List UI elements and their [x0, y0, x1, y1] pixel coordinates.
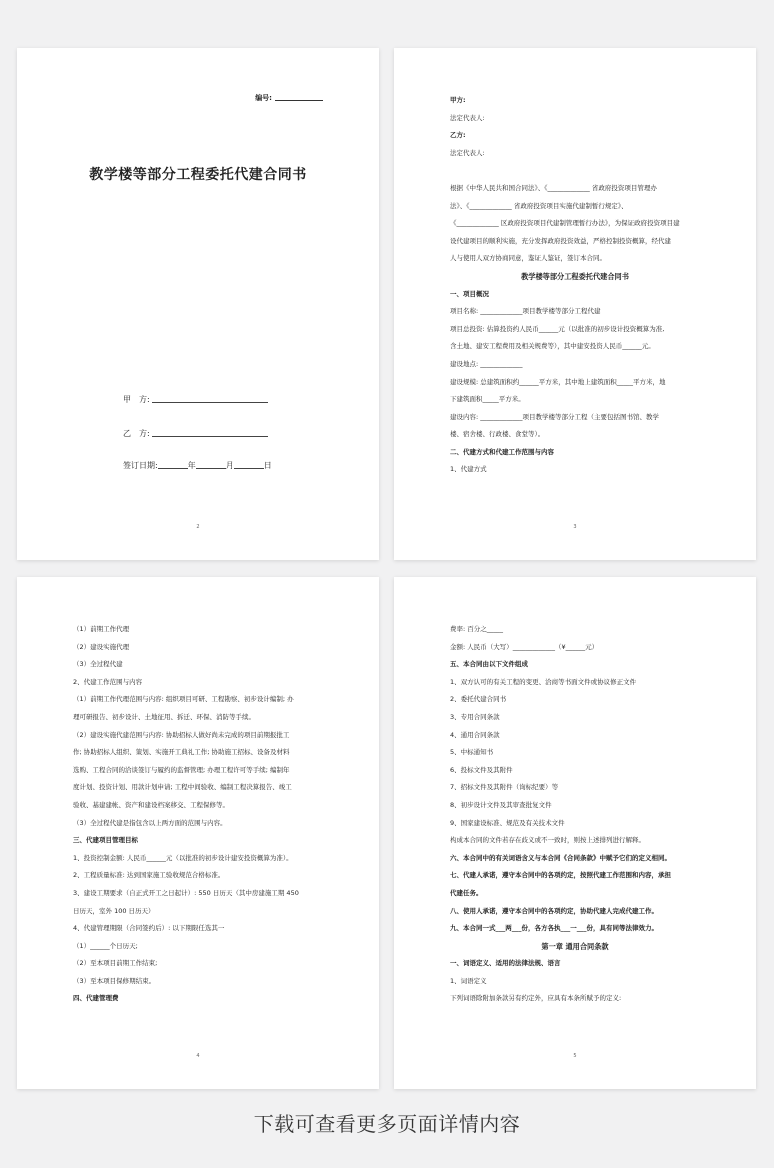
page-number: 4 — [196, 1053, 200, 1059]
body-line: 甲方: — [450, 96, 466, 104]
body-line: 第一章 通用合同条款 — [541, 941, 609, 951]
body-line: 代建任务。 — [450, 888, 483, 897]
body-line: 法定代表人: — [450, 148, 485, 157]
body-line: 根据《中华人民共和国合同法》、《_____________ 省政府投资项目管理办 — [450, 183, 657, 192]
body-line: 法定代表人: — [450, 113, 485, 122]
body-line: 项目总投资: 估算投资约人民币______元（以批准的初步设计投资概算为准, — [450, 324, 665, 333]
body-line: 七、代建人承诺，遵守本合同中的各项约定，按照代建工作范围和内容，承担 — [450, 871, 671, 880]
page-3-body — [450, 92, 700, 479]
contract-number-label: 编号: — [255, 94, 272, 102]
body-line: 费率: 百分之_____ — [450, 625, 504, 633]
body-line: 教学楼等部分工程委托代建合同书 — [521, 271, 629, 281]
page-number: 3 — [573, 524, 577, 530]
body-line: （2）建设实施代理 — [73, 642, 130, 651]
body-line: 日历天，室外 100 日历天） — [73, 906, 155, 915]
body-line: 8、初步设计文件及其审查批复文件 — [450, 800, 552, 809]
body-line: 楼、宿舍楼、行政楼、食堂等）。 — [450, 430, 545, 439]
body-line: 五、本合同由以下文件组成 — [450, 660, 528, 669]
body-line: 建设规模: 总建筑面积约______平方米，其中地上建筑面积_____平方米，地 — [450, 377, 666, 386]
body-line: 八、使用人承诺，遵守本合同中的各项约定，协助代建人完成代建工作。 — [450, 906, 658, 915]
download-more-caption: 下载可查看更多页面详情内容 — [253, 1112, 521, 1136]
year-label: 年 — [187, 461, 196, 470]
body-line: 《_____________ 区政府投资项目代建制管理暂行办法》，为保证政府投资项目建 — [450, 219, 680, 228]
document-page-5 — [394, 577, 756, 1089]
body-line: 金额: 人民币（大写）_____________（¥______元） — [450, 642, 599, 651]
body-line: 下列词语除附加条款另有约定外，应具有本条所赋予的定义: — [450, 994, 622, 1003]
contract-number-blank — [275, 100, 323, 101]
body-line: （3）全过程代建 — [73, 660, 123, 669]
sign-date-label: 签订日期: — [123, 461, 158, 470]
body-line: 3、专用合同条款 — [450, 712, 500, 721]
body-line: 2、委托代建合同书 — [450, 695, 507, 704]
body-line: 1、双方认可的有关工程的变更、洽商等书面文件或协议修正文件 — [450, 677, 637, 686]
body-line: 理可研报告、初步设计、土地征用、拆迁、环保、消防等手续。 — [73, 712, 255, 721]
day-label: 日 — [263, 461, 272, 470]
document-page-4 — [17, 577, 379, 1089]
page-4-body — [73, 621, 323, 1008]
body-line: 一、项目概况 — [450, 289, 489, 298]
body-line: 9、国家建设标准、规范及有关技术文件 — [450, 818, 565, 827]
body-line: 7、招标文件及其附件（询标纪要）等 — [450, 783, 559, 792]
party-b-blank — [152, 436, 268, 437]
page-5-body — [450, 621, 700, 1008]
cover-title: 教学楼等部分工程委托代建合同书 — [89, 167, 307, 183]
body-line: 九、本合同一式___两___份，各方各执___一___份，具有同等法律效力。 — [450, 924, 658, 933]
body-line: 4、代建管理期限（合同签约后）: 以下期限任选其一 — [73, 924, 225, 933]
body-line: 构成本合同的文件若存在歧义或不一致时，则按上述排列进行解释。 — [450, 836, 645, 845]
body-line: （1）______个日历天; — [73, 941, 138, 950]
body-line: 六、本合同中的有关词语含义与本合同《合同条款》中赋予它们的定义相同。 — [450, 853, 671, 862]
body-line: 5、中标通知书 — [450, 748, 494, 757]
body-line: 建设地点: _____________ — [450, 359, 523, 368]
body-line: 二、代建方式和代建工作范围与内容 — [450, 447, 554, 456]
body-line: （1）前期工作代理范围与内容: 组织项目可研、工程勘察、初步设计编制; 办 — [73, 695, 294, 704]
body-line: （2）至本项目前期工作结束; — [73, 959, 158, 968]
sign-date-row — [123, 460, 272, 471]
body-line: 三、代建项目管理目标 — [73, 836, 138, 845]
body-line: 四、代建管理费 — [73, 994, 119, 1003]
body-line: 4、通用合同条款 — [450, 730, 500, 739]
body-line: 人与使用人双方协商同意，鉴证人鉴证，签订本合同。 — [450, 254, 606, 263]
body-line: 下建筑面积_____平方米。 — [450, 395, 525, 404]
party-b-label: 乙 方: — [123, 429, 150, 438]
document-page-3 — [394, 48, 756, 560]
body-line: （2）建设实施代建范围与内容: 协助招标人做好尚未完成的项目前期报批工 — [73, 730, 290, 739]
body-line: 1、代建方式 — [450, 465, 487, 474]
body-line: （1）前期工作代理 — [73, 625, 130, 633]
body-line: 法》、《_____________ 省政府投资项目实施代建制暂行规定》、 — [450, 201, 628, 210]
body-line: 验收、基建建帐、资产和建设档案移交、工程保修等。 — [73, 800, 229, 809]
body-line: 2、工程质量标准: 达到国家施工验收规范合格标准。 — [73, 871, 225, 880]
page-number: 2 — [196, 524, 200, 530]
body-line: 6、投标文件及其附件 — [450, 765, 513, 774]
body-line — [450, 162, 700, 180]
body-line: 建设内容: _____________项目教学楼等部分工程（主要包括图书馆、教学 — [450, 412, 660, 421]
body-line: （3）至本项目保修期结束。 — [73, 976, 156, 985]
month-label: 月 — [225, 461, 234, 470]
party-a-label: 甲 方: — [123, 395, 150, 404]
body-line: 一、词语定义、适用的法律法规、语言 — [450, 959, 561, 968]
body-line: 1、词语定义 — [450, 976, 487, 985]
body-line: 设代建项目的顺利实施，充分发挥政府投资效益，严格控制投资概算，经代建 — [450, 236, 671, 245]
contract-number-field — [255, 93, 323, 103]
party-b-row — [123, 428, 268, 439]
body-line: 含土地、建安工程费用及相关规费等），其中建安投资人民币______元。 — [450, 342, 655, 351]
body-line: 作; 协助招标人组织、策划、实施开工典礼工作; 协助施工招标、设备及材料 — [73, 748, 290, 757]
body-line: 度计划、投资计划、用款计划申请; 工程中间验收、编制工程决算报告、竣工 — [73, 783, 292, 792]
body-line: （3）全过程代建是指包含以上两方面的范围与内容。 — [73, 818, 227, 827]
body-line: 3、建设工期要求（自正式开工之日起计）: 550 日历天（其中房建施工期 450 — [73, 888, 299, 897]
body-line: 1、投资控制金额: 人民币______元（以批准的初步设计建安投资概算为准）。 — [73, 853, 293, 862]
document-page-2 — [17, 48, 379, 560]
body-line: 选购、工程合同的洽谈签订与履约的监督管理; 办理工程许可等手续; 编制年 — [73, 765, 290, 774]
body-line: 项目名称: _____________项目教学楼等部分工程代建 — [450, 307, 601, 316]
page-number: 5 — [573, 1053, 577, 1059]
party-a-row — [123, 394, 268, 405]
party-a-blank — [152, 402, 268, 403]
body-line: 乙方: — [450, 131, 466, 140]
body-line: 2、代建工作范围与内容 — [73, 677, 143, 686]
